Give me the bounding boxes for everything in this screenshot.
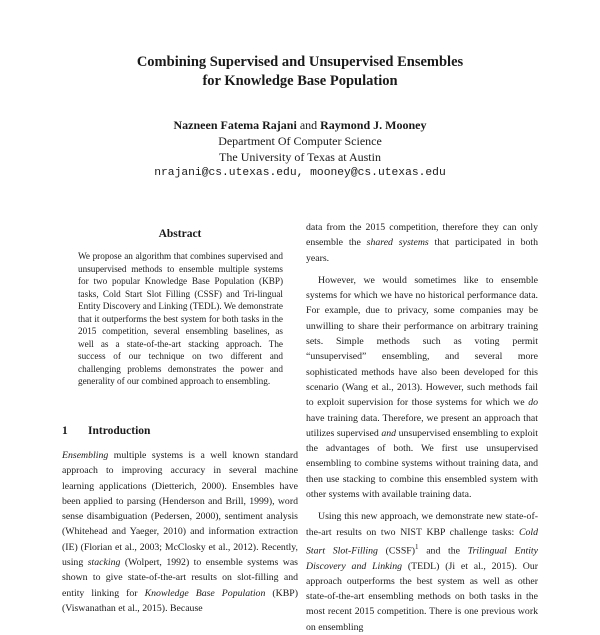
affiliation-university: The University of Texas at Austin [219, 150, 381, 164]
section-number: 1 [62, 425, 68, 437]
footnote-marker: 1 [415, 542, 419, 551]
emphasis-and: and [381, 427, 397, 439]
section-title: Introduction [88, 425, 151, 437]
title-line-2: for Knowledge Base Population [202, 73, 398, 89]
text-run: (CSSF) [377, 545, 416, 557]
affiliation-department: Department Of Computer Science [218, 134, 382, 148]
intro-paragraph-1 [62, 448, 298, 616]
text-run: data from the 2015 competition, therefore they can only ensemble the [306, 222, 538, 249]
term-shared-systems: shared systems [366, 237, 429, 249]
right-paragraph-1 [306, 273, 538, 502]
term-ensembling: Ensembling [62, 450, 109, 461]
text-run: unsupervised ensembling to exploit the advantages of both. We first use unsupervised ensembling to combine systems without training data, and then use stacking to combine this ensembled system with other systems with available training data. [306, 427, 538, 501]
author-emails: nrajani@cs.utexas.edu, mooney@cs.utexas.edu [154, 167, 446, 179]
term-tedl: Trilingual Entity Discovery and Linking [306, 545, 538, 572]
paper-title [0, 53, 600, 91]
text-run: multiple systems is a well known standard approach to improving accuracy in several machine learning applications (Dietterich, 2000). Ensembles have been applied to parsing (Henderson and Brill, 1999), word sense disambiguation (Pedersen, 2000), sentiment analysis (Whitehead and Yaeger, 2010) and information extraction (IE) (Florian et al., 2003; McClosky et al., 2012). Recently, using [62, 450, 298, 569]
text-run: have training data. Therefore, we present an approach that utilizes supervised [306, 412, 538, 439]
emphasis-do: do [528, 397, 538, 409]
right-paragraph-2 [306, 509, 538, 635]
author-and: and [299, 118, 318, 132]
author-block [0, 117, 600, 181]
term-cssf: Cold Start Slot-Filling [306, 526, 538, 557]
abstract-text: We propose an algorithm that combines supervised and unsupervised methods to ensemble multiple systems for two popular Knowledge Base Population (KBP) tasks, Cold Start Slot Filling (CSSF) and Tri-lingual Entity Discovery and Linking (TEDL). We demonstrate that it outperforms the best system for both tasks in the 2015 competition, several ensembling baselines, as well as a state-of-the-art stacking approach. The success of our technique on two different and challenging problems demonstrates the power and generality of our combined approach to ensembling. [78, 251, 283, 386]
text-run: However, we would sometimes like to ensemble systems for which we have no historical performance data. For example, due to privacy, some companies may be unwilling to share their performance on arbitrary training sets. Simple methods such as voting permit “unsupervised” ensembling, and several more sophisticated methods have also been developed for this scenario (Wang et al., 2013). However, such methods fail to exploit supervision for those systems for which we [306, 274, 538, 409]
text-run: Using this new approach, we demonstrate new state-of-the-art results on two NIST KBP challenge tasks: [306, 511, 538, 538]
text-run: (Wolpert, 1992) to ensemble systems was shown to give state-of-the-art results on slot-filling and entity linking for [62, 557, 298, 599]
text-run: (KBP) (Viswanathan et al., 2015). Because [62, 587, 298, 614]
text-run: (TEDL) (Ji et al., 2015). Our approach outperforms the best system as well as other state-of-the-art ensembling methods on both tasks in the most recent 2015 competition. There is one previous work on ensembling [306, 560, 538, 633]
author-names [0, 117, 600, 133]
term-kbp: Knowledge Base Population [144, 587, 266, 599]
text-run: and the [418, 545, 468, 557]
abstract-heading: Abstract [158, 228, 202, 240]
term-stacking: stacking [87, 557, 121, 569]
author-1: Nazneen Fatema Rajani [173, 118, 297, 132]
author-2: Raymond J. Mooney [320, 118, 427, 132]
right-column-body [306, 220, 538, 635]
text-run: that participated in both years. [306, 237, 539, 264]
section-heading-introduction [62, 425, 150, 437]
introduction-body [62, 448, 298, 616]
right-paragraph-0 [306, 220, 538, 266]
title-line-1: Combining Supervised and Unsupervised Ensembles [136, 54, 464, 70]
